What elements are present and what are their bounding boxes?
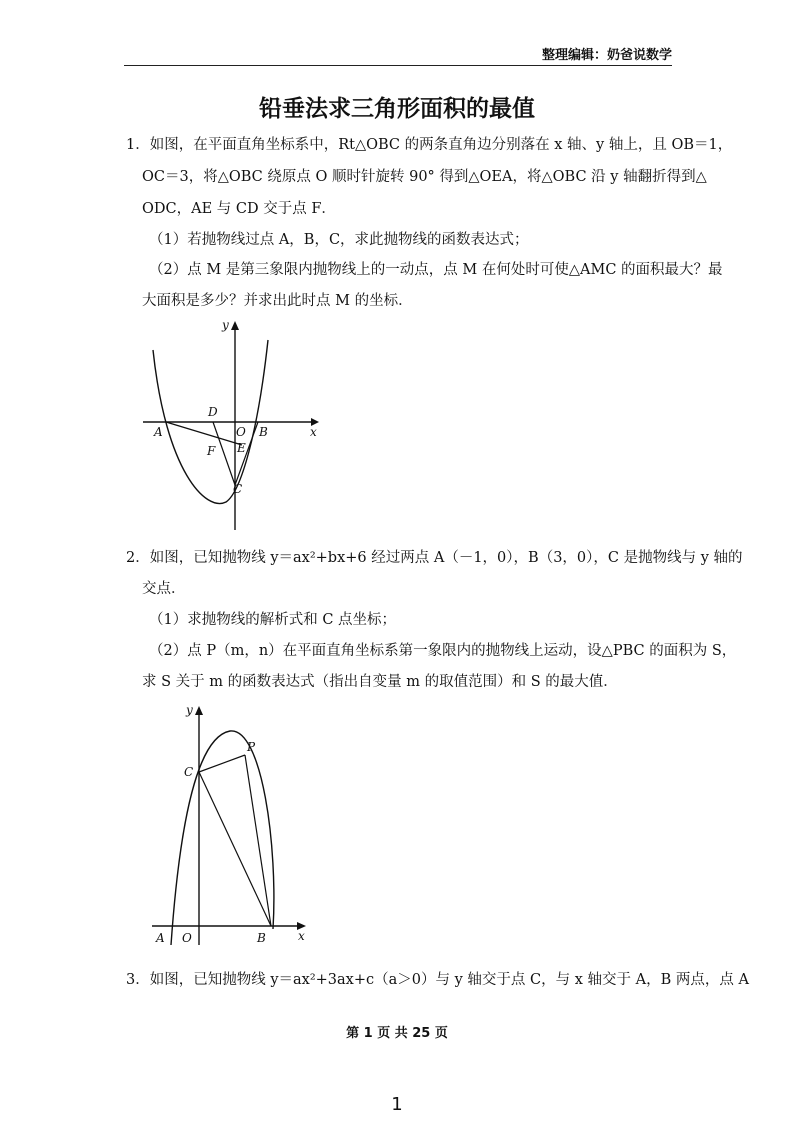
problem2-line: 2．如图，已知抛物线 y＝ax²+bx+6 经过两点 A（－1，0），B（3，0），C 是抛物线与 y 轴的	[126, 550, 743, 566]
segment-CB	[199, 772, 271, 926]
segment-DC	[213, 422, 235, 485]
label-y: y	[222, 318, 229, 332]
problem2-part1: （1）求抛物线的解析式和 C 点坐标；	[149, 612, 397, 628]
page-number: 1	[391, 1094, 403, 1115]
label-P: P	[247, 740, 256, 754]
y-axis-arrow	[231, 321, 239, 330]
label-D: D	[208, 405, 218, 419]
label-B: B	[259, 425, 268, 439]
label-y: y	[186, 703, 193, 717]
label-A: A	[154, 425, 163, 439]
problem1-line: OC＝3，将△OBC 绕原点 O 顺时针旋转 90° 得到△OEA，将△OBC 沿 y 轴翻折得到△	[142, 169, 707, 185]
segment-CP	[199, 755, 245, 772]
label-E: E	[237, 441, 246, 455]
problem2-line: 求 S 关于 m 的函数表达式（指出自变量 m 的取值范围）和 S 的最大值．	[142, 674, 618, 690]
problem3-line: 3．如图，已知抛物线 y＝ax²+3ax+c（a＞0）与 y 轴交于点 C，与 x 轴交于 A，B 两点，点 A	[126, 972, 749, 988]
label-C: C	[233, 482, 243, 496]
problem1-part2: （2）点 M 是第三象限内抛物线上的一动点，点 M 在何处时可使△AMC 的面积最大？最	[149, 262, 723, 278]
figure-problem1	[136, 312, 336, 537]
label-x: x	[298, 929, 305, 943]
page-footer: 第 1 页 共 25 页	[346, 1026, 448, 1041]
segment-AE	[166, 422, 242, 445]
segment-PB	[245, 755, 271, 926]
label-F: F	[207, 444, 216, 458]
label-O: O	[182, 931, 192, 945]
header-note: 整理编辑：奶爸说数学	[541, 48, 672, 63]
problem1-part1: （1）若抛物线过点 A，B，C，求此抛物线的函数表达式；	[149, 232, 529, 248]
problem1-line: 1．如图，在平面直角坐标系中，Rt△OBC 的两条直角边分别落在 x 轴、y 轴上，且 OB＝1，	[126, 137, 733, 153]
label-O: O	[236, 425, 246, 439]
header-rule	[124, 65, 672, 66]
label-B: B	[257, 931, 266, 945]
page-title: 铅垂法求三角形面积的最值	[259, 96, 535, 122]
y-axis-arrow	[195, 706, 203, 715]
label-A: A	[156, 931, 165, 945]
problem1-line: ODC，AE 与 CD 交于点 F．	[142, 201, 336, 217]
problem1-line: 大面积是多少？并求出此时点 M 的坐标．	[142, 293, 413, 309]
label-x: x	[310, 425, 317, 439]
problem2-part2: （2）点 P（m，n）在平面直角坐标系第一象限内的抛物线上运动，设△PBC 的面积为 S，	[149, 643, 737, 659]
figure-problem2	[140, 697, 320, 952]
problem2-line: 交点．	[142, 581, 186, 597]
label-C: C	[184, 765, 194, 779]
